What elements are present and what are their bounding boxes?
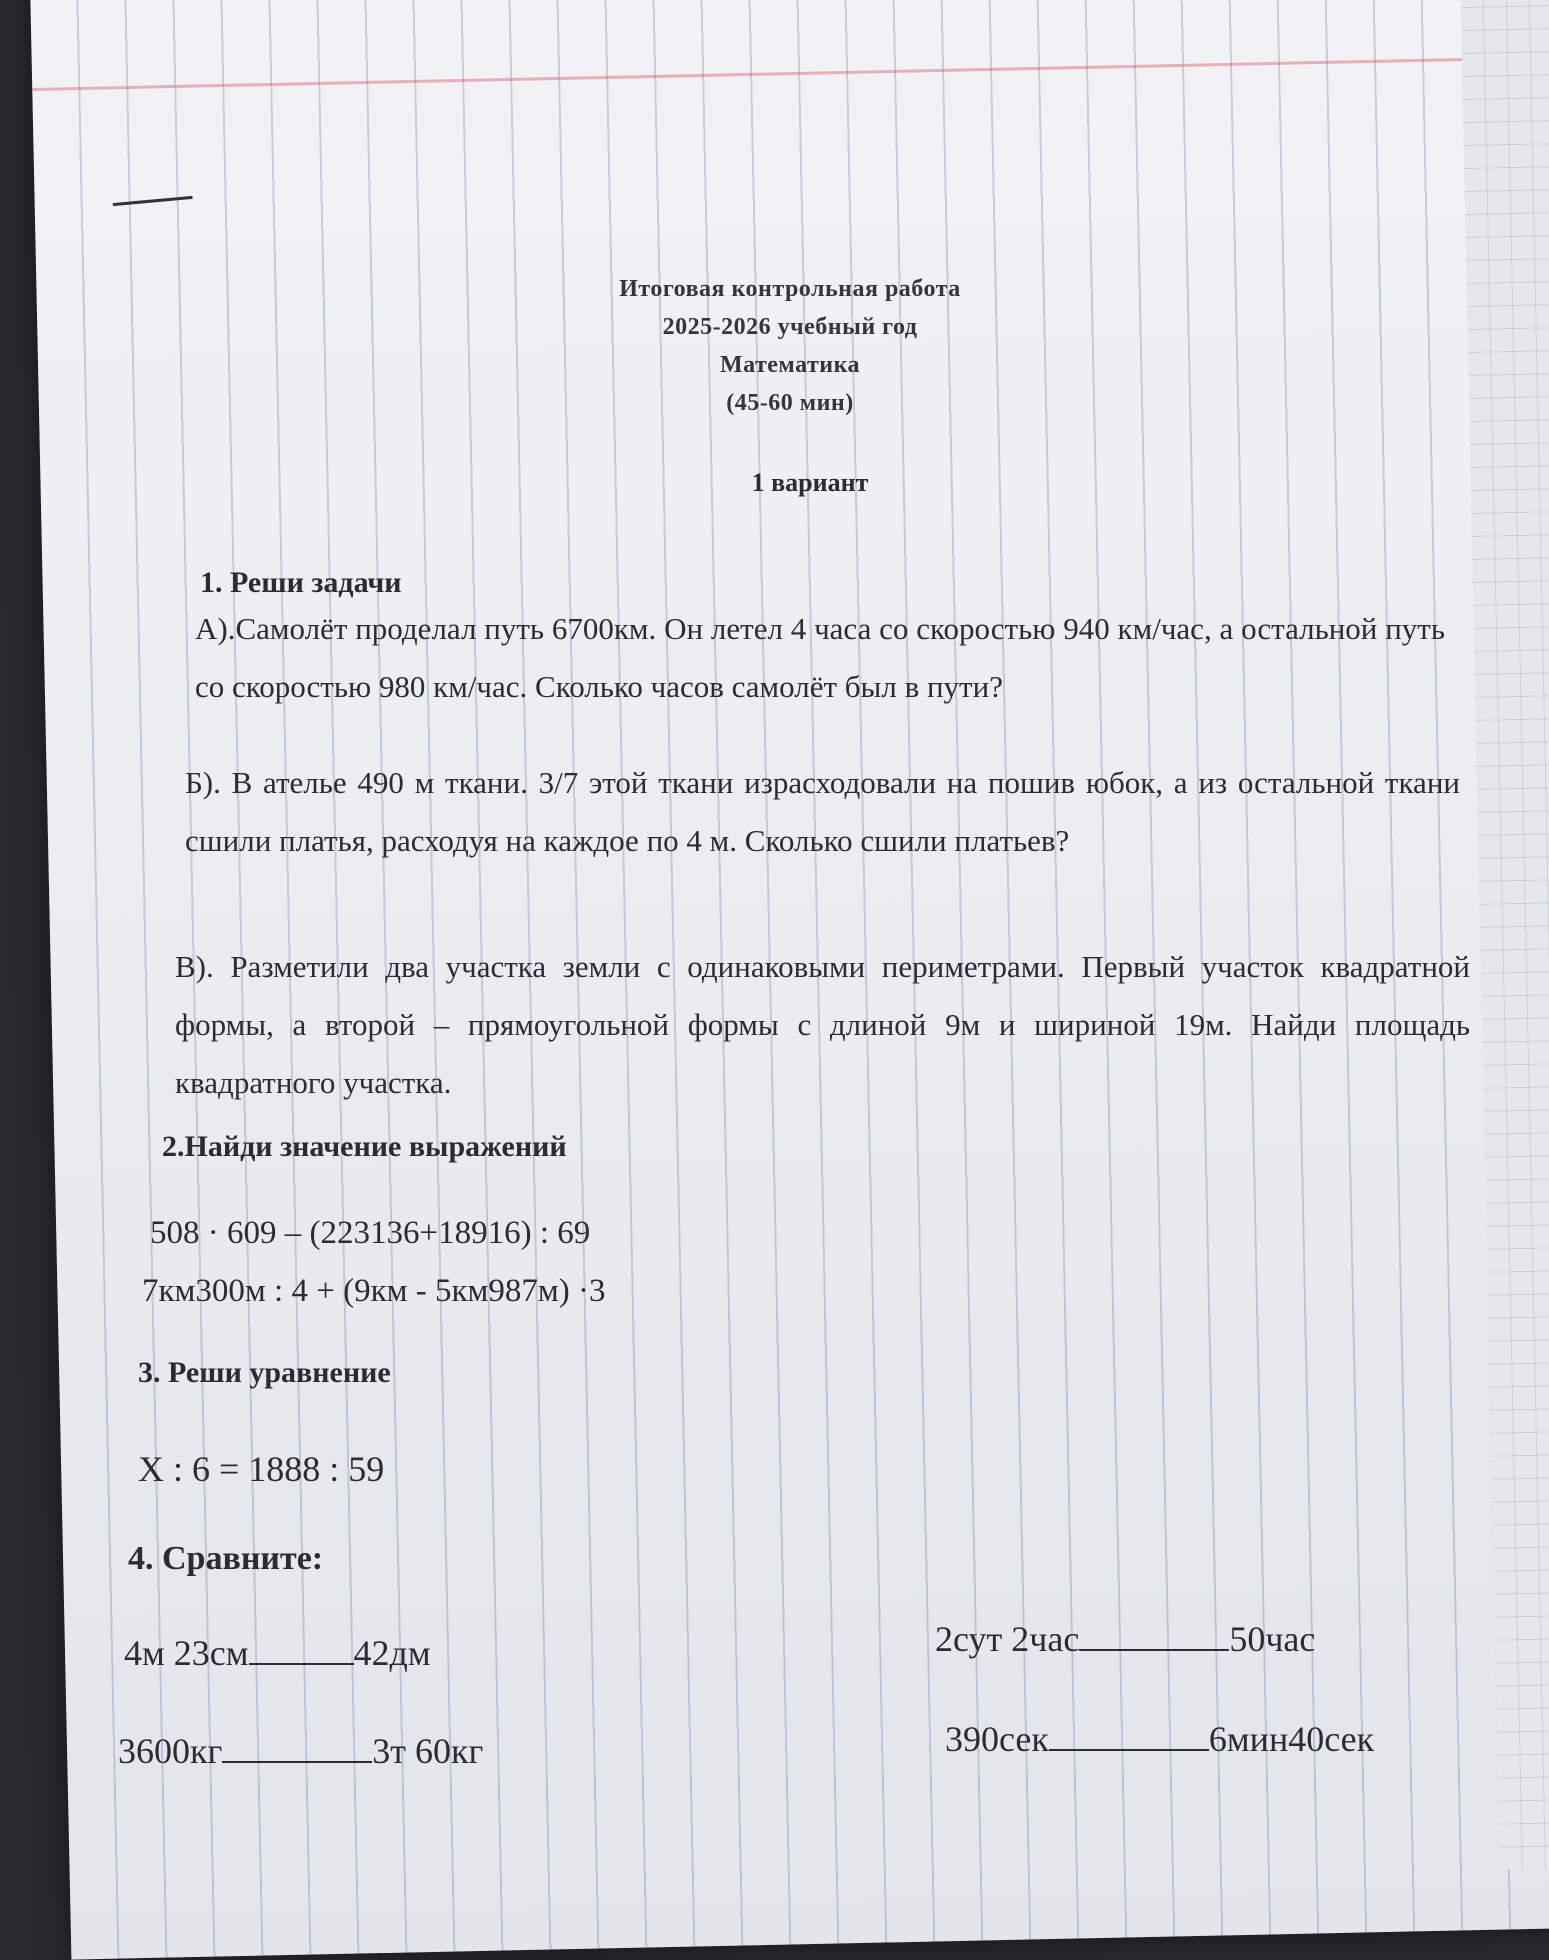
compare-item — [118, 1730, 483, 1772]
header-year: 2025-2026 учебный год — [662, 314, 918, 340]
answer-blank[interactable] — [222, 1761, 372, 1763]
header-duration: (45-60 мин) — [726, 390, 854, 416]
section2-title: 2.Найди значение выражений — [162, 1130, 567, 1163]
answer-blank[interactable] — [1079, 1649, 1229, 1651]
header-subject: Математика — [719, 352, 861, 378]
compare-right: 42дм — [353, 1633, 431, 1673]
answer-blank[interactable] — [249, 1663, 354, 1665]
task-a-text: А).Самолёт проделал путь 6700км. Он летел 4 часа со скоростью 940 км/час, а остальной путь со скоростью 980 км/час. Сколько часов самолёт был в пути? — [195, 611, 1445, 704]
task-b — [185, 754, 1460, 870]
variant-label: 1 вариант — [751, 468, 869, 497]
task-v-text: В). Разметили два участка земли с одинаковыми периметрами. Первый участок квадратной формы, а второй – прямоугольной формы с длиной 9м и шириной 19м. Найди площадь квадратного участка. — [175, 949, 1470, 1100]
expression-1: 508 · 609 – (223136+18916) : 69 — [150, 1215, 591, 1251]
equation: X : 6 = 1888 : 59 — [138, 1449, 385, 1489]
compare-item — [124, 1632, 431, 1674]
compare-left: 3600кг — [118, 1731, 223, 1771]
expression-2: 7км300м : 4 + (9км - 5км987м) ·3 — [142, 1273, 606, 1309]
compare-left: 390сек — [945, 1719, 1049, 1759]
compare-left: 4м 23см — [124, 1633, 249, 1673]
answer-blank[interactable] — [1049, 1749, 1209, 1751]
header-title: Итоговая контрольная работа — [619, 276, 961, 302]
compare-right: 6мин40сек — [1208, 1719, 1375, 1759]
compare-right: 50час — [1229, 1619, 1316, 1659]
compare-right: 3т 60кг — [372, 1731, 484, 1771]
compare-item — [935, 1618, 1315, 1660]
section4-title: 4. Сравните: — [128, 1540, 324, 1577]
compare-item — [945, 1718, 1374, 1760]
task-v — [175, 938, 1470, 1112]
task-a — [195, 600, 1445, 716]
section3-title: 3. Реши уравнение — [138, 1356, 391, 1389]
section1-title: 1. Реши задачи — [200, 566, 402, 599]
worksheet-header — [440, 270, 1140, 422]
task-b-text: Б). В ателье 490 м ткани. 3/7 этой ткани израсходовали на пошив юбок, а из остальной ткани сшили платья, расходуя на каждое по 4 м. Сколько сшили платьев? — [185, 765, 1460, 858]
compare-left: 2сут 2час — [935, 1619, 1080, 1659]
